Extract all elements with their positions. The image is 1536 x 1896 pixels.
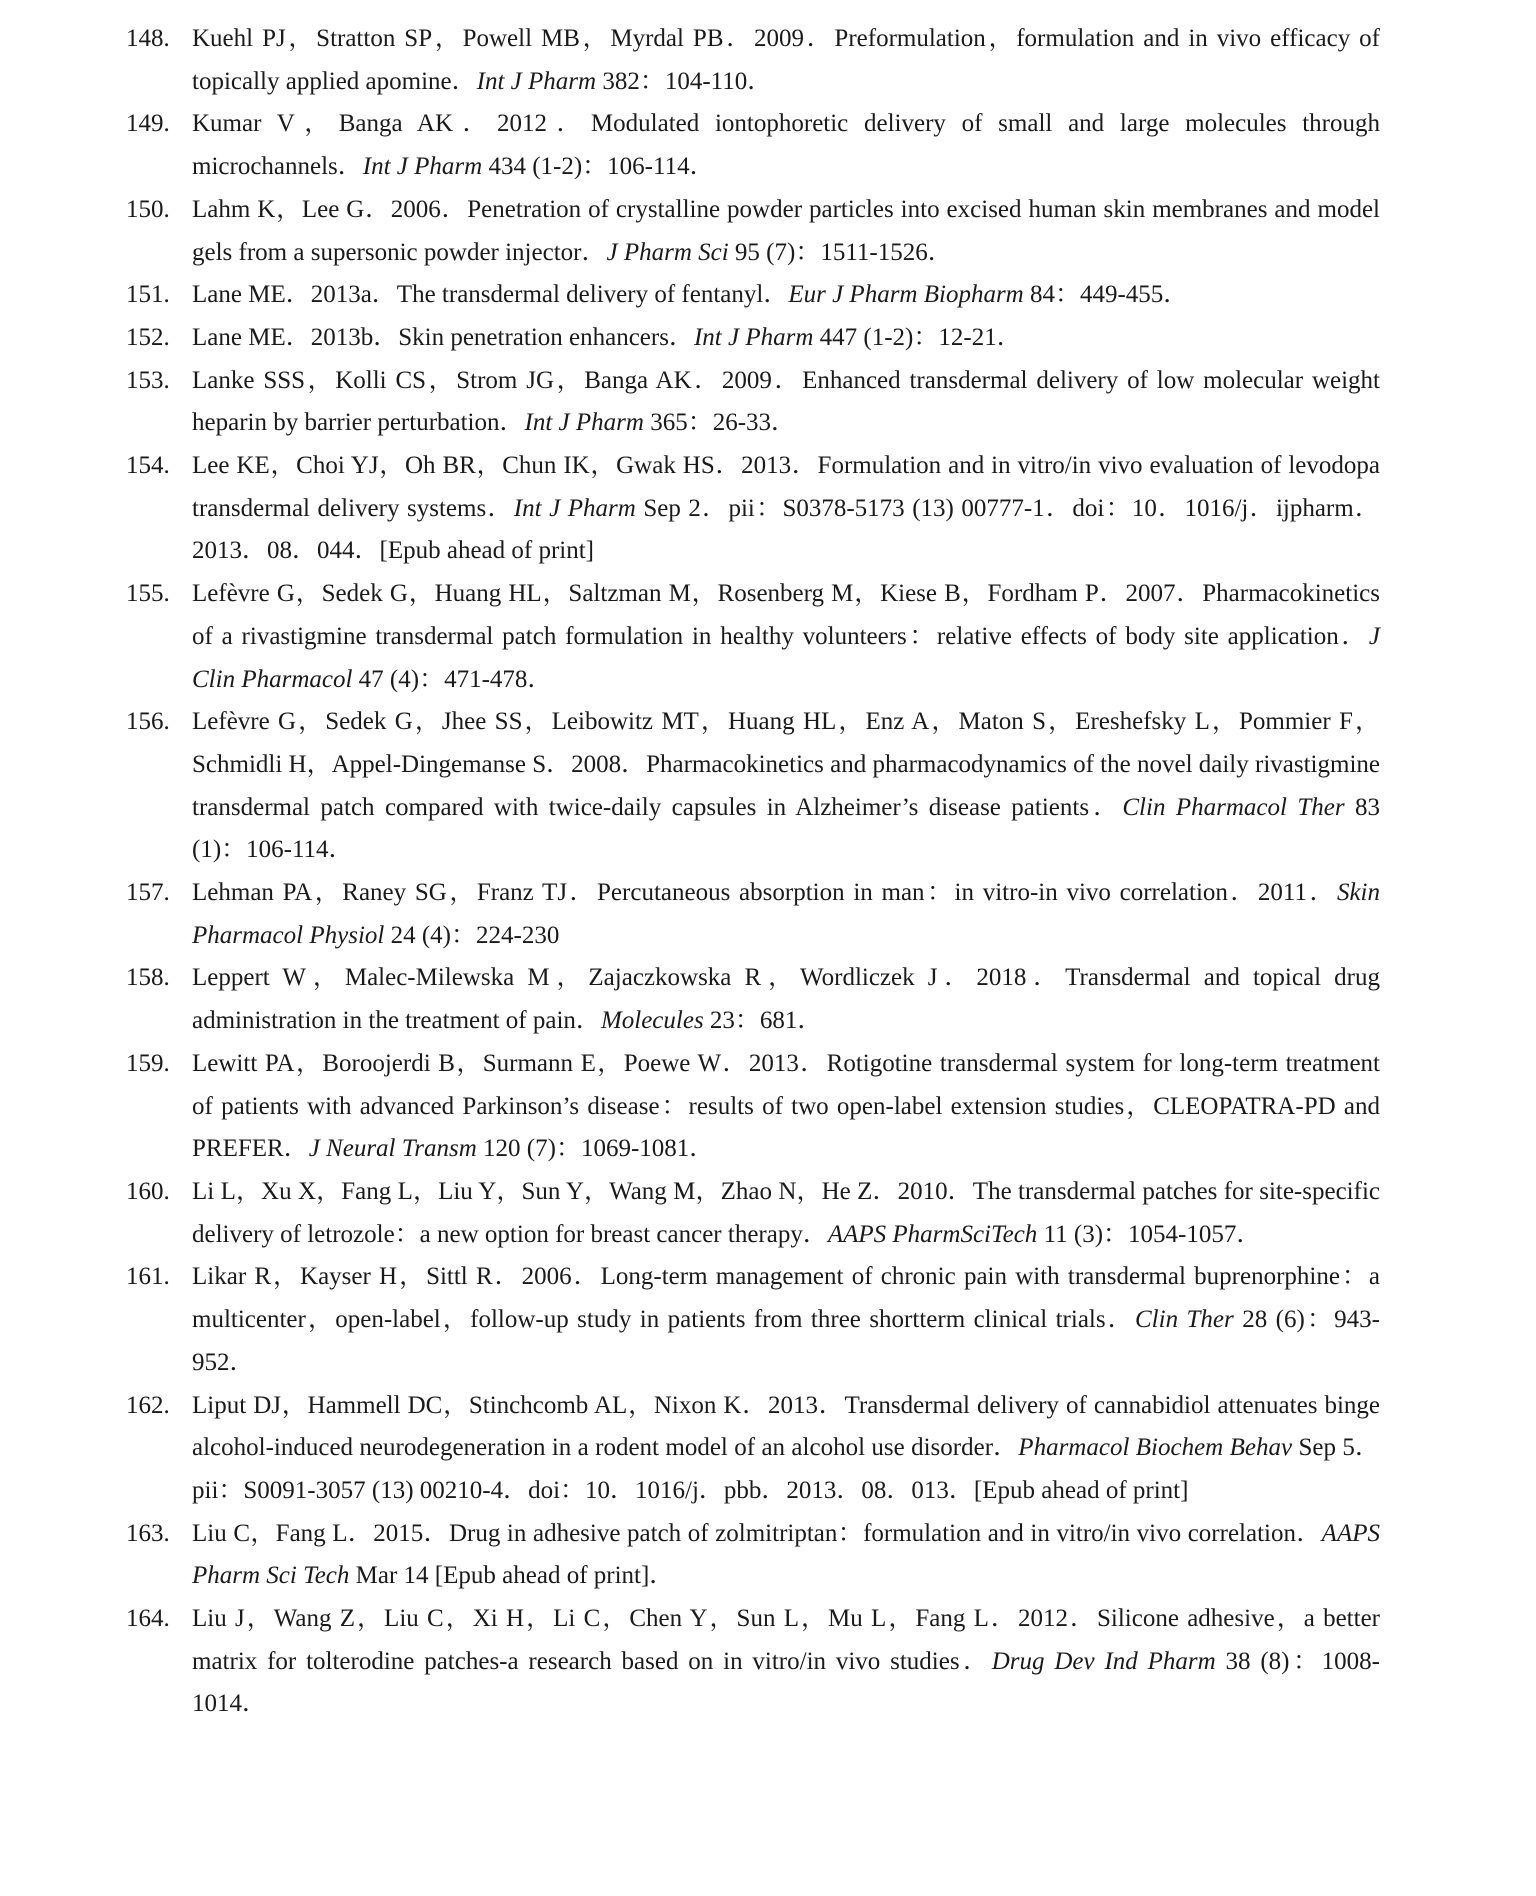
reference-tail: 120 (7)：1069-1081． [476,1135,715,1163]
reference-list [126,18,1380,1726]
reference-number: 148. [126,25,170,52]
reference-tail: 38 (8)：1008-1014． [192,1647,1380,1718]
reference-journal: Molecules [600,1007,704,1035]
reference-text: Lehman PA，Raney SG，Franz TJ．Percutaneous absorption in man：in vitro-in vivo correlation．2011． [192,879,1337,907]
reference-tail: 83 (1)：106-114． [192,793,1380,864]
reference-text: Leppert W，Malec-Milewska M，Zajaczkowska R，Wordliczek J．2018．Transdermal and topical drug administration in the treatment of pain． [192,964,1380,1035]
reference-number: 164. [126,1605,170,1633]
reference-tail: 365：26-33． [643,409,797,437]
reference-text: Lanke SSS，Kolli CS，Strom JG，Banga AK．2009．Enhanced transdermal delivery of low molecular weight heparin by barrier perturbation． [192,366,1380,437]
reference-body [192,1513,1380,1598]
reference-body [192,573,1380,701]
reference-journal: AAPS Pharm Sci Tech [192,1519,1380,1590]
reference-tail: Sep 2．pii：S0378-5173 (13) 00777-1．doi：10．1016/j．ijpharm．2013．08．044．[Epub ahead of print] [192,494,1381,565]
reference-journal: J Pharm Sci [606,238,729,266]
reference-item [126,872,1380,957]
reference-item [126,18,1380,103]
reference-tail: 434 (1-2)：106-114． [482,153,715,181]
reference-body [192,445,1380,573]
reference-text: Liu C，Fang L．2015．Drug in adhesive patch of zolmitriptan：formulation and in vitro/in vivo correlation． [192,1519,1322,1547]
reference-body [192,360,1380,445]
reference-number: 155. [126,580,170,608]
reference-text: Likar R，Kayser H，Sittl R．2006．Long-term management of chronic pain with transdermal buprenorphine：a multicenter，open-label，follow-up study in patients from three shortterm clinical trials． [192,1263,1380,1334]
reference-number: 157. [126,879,170,907]
reference-item [126,573,1380,701]
reference-number: 151. [126,281,170,309]
reference-body [192,1385,1380,1513]
reference-tail: 382：104-110． [596,67,773,95]
reference-item [126,103,1380,188]
reference-journal: Pharmacol Biochem Behav [1018,1434,1293,1462]
reference-text: Lee KE，Choi YJ，Oh BR，Chun IK，Gwak HS．2013．Formulation and in vitro/in vivo evaluation of levodopa transdermal delivery systems． [192,452,1380,522]
reference-tail: 28 (6)：943-952． [192,1306,1381,1376]
reference-tail: 47 (4)：471-478． [352,665,553,693]
reference-text: Lefèvre G，Sedek G，Huang HL，Saltzman M，Rosenberg M，Kiese B，Fordham P．2007．Pharmacokinetics of a rivastigmine transdermal patch formulation in healthy volunteers：relative effects of body site application． [192,580,1380,650]
reference-text: Liput DJ，Hammell DC，Stinchcomb AL，Nixon K．2013．Transdermal delivery of cannabidiol attenuates binge alcohol-induced neurodegeneration in a rodent model of an alcohol use disorder． [192,1391,1380,1462]
reference-journal: Skin Pharmacol Physiol [192,879,1380,949]
reference-journal: Int J Pharm [524,409,644,437]
reference-item [126,1385,1380,1513]
reference-number: 160. [126,1177,170,1205]
reference-text: Liu J，Wang Z，Liu C，Xi H，Li C，Chen Y，Sun L，Mu L，Fang L．2012．Silicone adhesive，a better matrix for tolterodine patches-a research based on in vitro/in vivo studies． [192,1605,1380,1675]
reference-text: Lahm K，Lee G．2006．Penetration of crystalline powder particles into excised human skin membranes and model gels from a supersonic powder injector． [192,195,1380,266]
reference-body [192,1256,1380,1384]
reference-body [192,1171,1380,1256]
reference-body [192,872,1380,957]
reference-body [192,274,1380,317]
reference-number: 163. [126,1519,170,1547]
reference-number: 159. [126,1049,170,1077]
reference-body [192,317,1380,360]
reference-journal: Int J Pharm [476,67,597,95]
reference-number: 161. [126,1263,170,1291]
reference-text: Li L，Xu X，Fang L，Liu Y，Sun Y，Wang M，Zhao N，He Z．2010．The transdermal patches for site-specific delivery of letrozole：a new option for breast cancer therapy． [192,1177,1380,1248]
reference-body [192,957,1380,1042]
reference-text: Lewitt PA，Boroojerdi B，Surmann E，Poewe W．2013．Rotigotine transdermal system for long-term treatment of patients with advanced Parkinson’s disease：results of two open-label extension studies，CLEOPATRA-PD and PREFER． [192,1049,1380,1163]
reference-journal: J Neural Transm [308,1135,477,1163]
reference-tail: 95 (7)：1511-1526． [728,238,953,266]
reference-number: 156. [126,708,170,736]
reference-text: Lane ME．2013a．The transdermal delivery of fentanyl． [192,281,789,309]
reference-number: 152. [126,323,170,351]
reference-text: Lefèvre G，Sedek G，Jhee SS，Leibowitz MT，Huang HL，Enz A，Maton S，Ereshefsky L，Pommier F，Schmidli H，Appel-Dingemanse S．2008．Pharmacokinetics and pharmacodynamics of the novel daily rivastigmine transdermal patch compared with twice-daily capsules in Alzheimer’s disease patients． [192,708,1380,821]
reference-body [192,1598,1380,1726]
reference-text: Lane ME．2013b．Skin penetration enhancers． [192,323,694,351]
reference-item [126,1043,1380,1171]
reference-tail: 84：449-455． [1023,281,1189,309]
reference-tail: Mar 14 [Epub ahead of print]． [349,1562,675,1590]
reference-number: 154. [126,452,170,480]
reference-number: 149. [126,110,170,138]
reference-journal: Clin Ther [1135,1306,1234,1334]
reference-item [126,1598,1380,1726]
reference-body [192,1043,1380,1171]
reference-tail: 447 (1-2)：12-21． [813,323,1022,351]
reference-journal: Int J Pharm [693,323,814,351]
reference-body [192,189,1380,274]
reference-journal: Int J Pharm [362,153,483,181]
reference-body [192,18,1380,103]
reference-number: 153. [126,366,170,394]
reference-body [192,103,1380,188]
reference-item [126,317,1380,360]
reference-item [126,1513,1380,1598]
reference-journal: AAPS PharmSciTech [827,1220,1038,1248]
reference-number: 158. [126,964,170,992]
reference-number: 162. [126,1391,170,1419]
reference-item [126,957,1380,1042]
reference-text: Kuehl PJ，Stratton SP，Powell MB，Myrdal PB．2009．Preformulation，formulation and in vivo efficacy of topically applied apomine． [192,25,1380,95]
reference-journal: Int J Pharm [513,494,636,522]
reference-item [126,1171,1380,1256]
reference-item [126,701,1380,872]
reference-text: Kumar V，Banga AK．2012．Modulated iontophoretic delivery of small and large molecules through microchannels． [192,110,1380,181]
reference-tail: 24 (4)：224-230 [384,921,560,949]
reference-tail: 23：681． [703,1007,823,1035]
reference-body [192,701,1380,872]
reference-item [126,1256,1380,1384]
reference-number: 150. [126,195,170,223]
reference-journal: Drug Dev Ind Pharm [991,1647,1216,1675]
reference-item [126,189,1380,274]
reference-journal: Eur J Pharm Biopharm [788,281,1024,309]
reference-item [126,445,1380,573]
reference-item [126,274,1380,317]
reference-journal: J Clin Pharmacol [192,622,1380,693]
reference-tail: 11 (3)：1054-1057． [1037,1220,1262,1248]
reference-journal: Clin Pharmacol Ther [1122,793,1345,821]
reference-tail: Sep 5．pii：S0091-3057 (13) 00210-4．doi：10．1016/j．pbb．2013．08．013．[Epub ahead of print] [192,1434,1380,1504]
reference-item [126,360,1380,445]
